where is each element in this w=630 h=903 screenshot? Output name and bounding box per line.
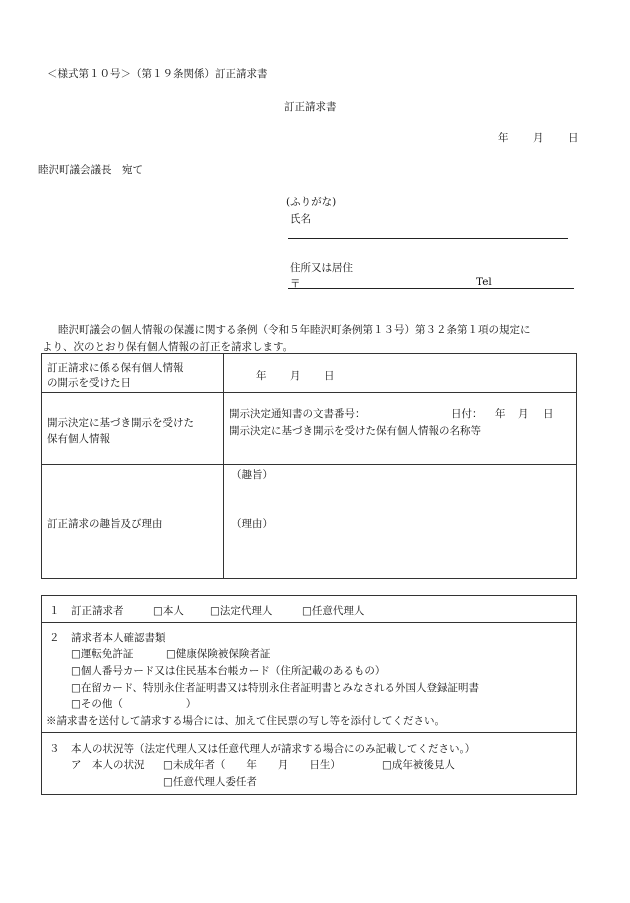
section3-label: 本人の状況等（法定代理人又は任意代理人が請求する場合にのみ記載してください。） [71, 743, 476, 755]
name-label: 氏名 [290, 213, 311, 225]
checkbox-adult-ward[interactable]: □成年被後見人 [382, 759, 455, 771]
checkbox-my-number-card[interactable]: □個人番号カード又は住民基本台帳カード（住所記載のあるもの） [71, 665, 386, 677]
table-row-divider [42, 392, 576, 393]
row1-day: 日 [324, 370, 335, 382]
row1-label-line1: 訂正請求に係る保有個人情報 [47, 362, 184, 374]
address-label: 住所又は居住 [290, 262, 353, 274]
date-month-label: 月 [533, 132, 544, 144]
checkbox-minor[interactable]: □未成年者（ 年 月 日生） [163, 759, 341, 771]
row2-month: 月 [518, 408, 529, 420]
table-row-divider [42, 464, 576, 465]
checkbox-self[interactable]: □本人 [153, 605, 184, 617]
table-column-divider [223, 354, 224, 578]
section2-number: ２ [49, 632, 60, 644]
checkbox-health-insurance[interactable]: □健康保険被保険者証 [166, 648, 271, 660]
section2-note: ※請求書を送付して請求する場合には、加えて住民票の写し等を添付してください。 [46, 715, 445, 727]
section1-number: １ [49, 605, 60, 617]
correction-table [41, 353, 577, 579]
checkbox-drivers-license[interactable]: □運転免許証 [71, 648, 134, 660]
row2-label-line2: 保有個人情報 [47, 433, 110, 445]
addressee: 睦沢町議会議長 宛て [38, 164, 143, 176]
date-day-label: 日 [568, 132, 579, 144]
date-year-label: 年 [498, 132, 509, 144]
section3-number: ３ [49, 743, 60, 755]
intro-line-2: より、次のとおり保有個人情報の訂正を請求します。 [42, 341, 294, 353]
checkbox-legal-representative[interactable]: □法定代理人 [210, 605, 273, 617]
section-divider [42, 622, 576, 623]
furigana-label: (ふりがな) [286, 196, 337, 208]
document-title: 訂正請求書 [284, 101, 337, 113]
row2-date-label: 日付： [451, 408, 483, 420]
row2-day: 日 [543, 408, 554, 420]
row2-year: 年 [495, 408, 506, 420]
checkbox-delegator[interactable]: □任意代理人委任者 [163, 776, 257, 788]
row2-label-line1: 開示決定に基づき開示を受けた [47, 417, 194, 429]
checkbox-residence-card[interactable]: □在留カード、特別永住者証明書又は特別永住者証明書とみなされる外国人登録証明書 [71, 682, 479, 694]
checkbox-other[interactable]: □その他（ ） [71, 698, 197, 710]
row1-year: 年 [256, 370, 267, 382]
reason-label: （理由） [231, 518, 273, 530]
intro-line-1: 睦沢町議会の個人情報の保護に関する条例（令和５年睦沢町条例第１３号）第３２条第１項の規定に [58, 324, 531, 336]
tel-label: Tel [476, 276, 492, 288]
purpose-label: （趣旨） [231, 469, 273, 481]
checkbox-voluntary-agent[interactable]: □任意代理人 [302, 605, 365, 617]
principal-status-label: ア 本人の状況 [71, 759, 145, 771]
row3-label: 訂正請求の趣旨及び理由 [47, 518, 163, 530]
section-divider [42, 732, 576, 733]
row1-month: 月 [290, 370, 301, 382]
form-number-label: ＜様式第１０号＞（第１９条関係）訂正請求書 [47, 68, 268, 80]
row1-label-line2: の開示を受けた日 [47, 377, 131, 389]
row2-document-number-label: 開示決定通知書の文書番号： [229, 408, 366, 420]
address-field[interactable] [288, 288, 574, 289]
name-field[interactable] [288, 238, 568, 239]
postal-mark: 〒 [290, 278, 301, 290]
requester-details-box [41, 595, 577, 795]
row2-info-name-label: 開示決定に基づき開示を受けた保有個人情報の名称等 [229, 425, 481, 437]
section1-label: 訂正請求者 [71, 605, 124, 617]
section2-label: 請求者本人確認書類 [71, 632, 166, 644]
